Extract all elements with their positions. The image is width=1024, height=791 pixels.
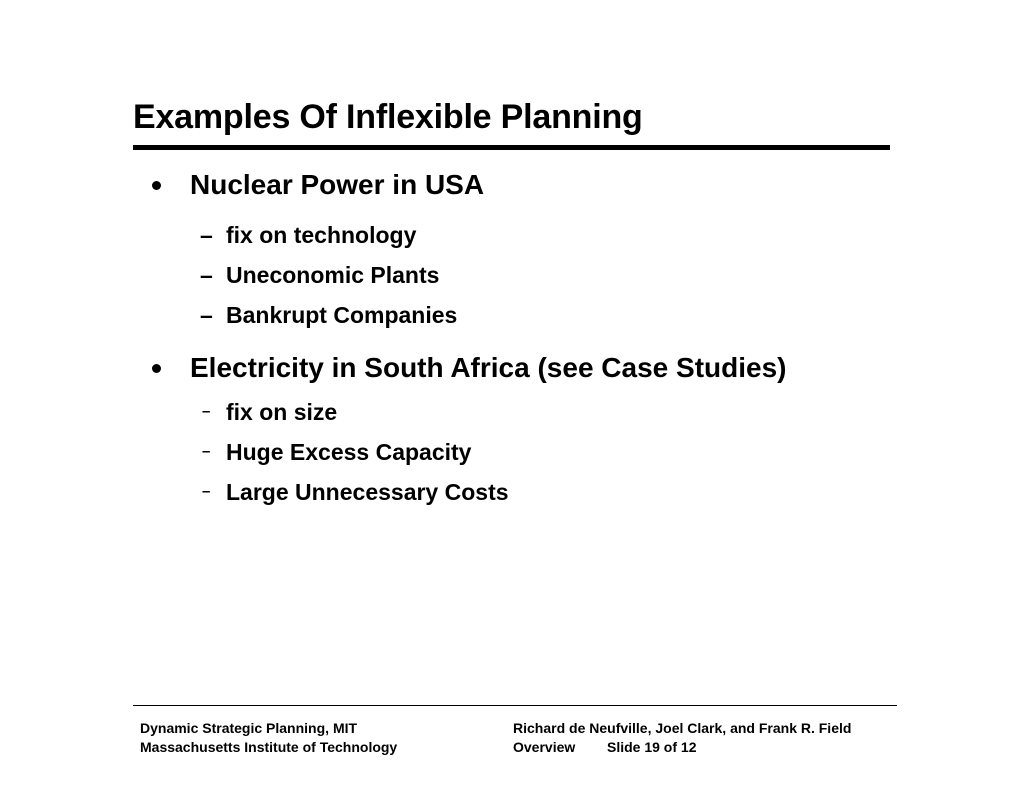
footer-course: Dynamic Strategic Planning, MIT bbox=[140, 720, 358, 736]
footer-divider bbox=[133, 705, 897, 706]
footer-authors: Richard de Neufville, Joel Clark, and Frank R. Field bbox=[513, 720, 852, 736]
dash-icon: – bbox=[200, 222, 213, 248]
title-underline bbox=[133, 145, 890, 150]
bullet-dot-icon bbox=[152, 364, 161, 373]
footer-section: Overview bbox=[513, 739, 576, 755]
bullet-dot-icon bbox=[152, 181, 161, 190]
dash-icon: – bbox=[202, 403, 211, 420]
sub-item-text: Huge Excess Capacity bbox=[226, 439, 472, 465]
sub-item-text: fix on technology bbox=[226, 222, 417, 248]
sub-item-text: fix on size bbox=[226, 399, 338, 425]
bullet-text: Electricity in South Africa (see Case Studies) bbox=[190, 352, 787, 383]
slide-title: Examples Of Inflexible Planning bbox=[133, 98, 643, 136]
dash-icon: – bbox=[202, 443, 211, 460]
footer-institution: Massachusetts Institute of Technology bbox=[140, 739, 398, 755]
sub-item-text: Large Unnecessary Costs bbox=[226, 479, 509, 505]
dash-icon: – bbox=[200, 302, 213, 328]
bullet-text: Nuclear Power in USA bbox=[190, 169, 485, 200]
footer-slide-number: Slide 19 of 12 bbox=[607, 739, 697, 755]
sub-item-text: Uneconomic Plants bbox=[226, 262, 440, 288]
dash-icon: – bbox=[200, 262, 213, 288]
sub-item-text: Bankrupt Companies bbox=[226, 302, 458, 328]
dash-icon: – bbox=[202, 483, 211, 500]
